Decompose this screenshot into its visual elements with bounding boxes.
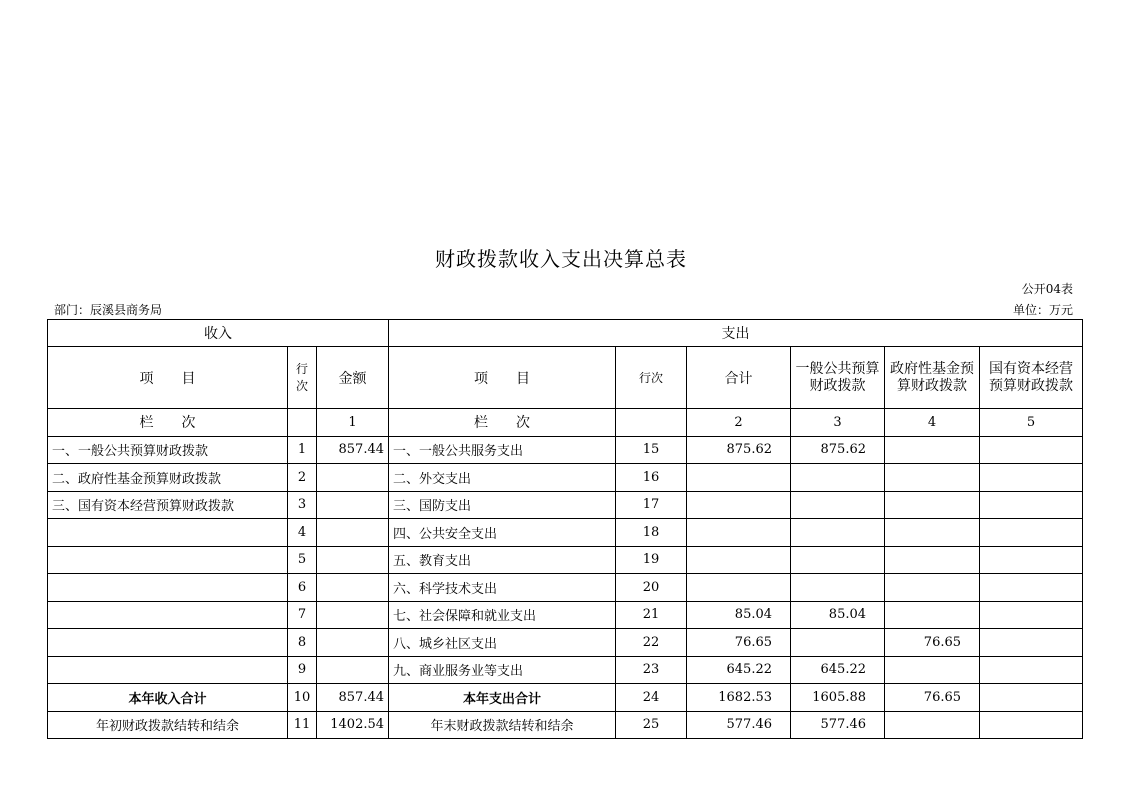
- expense-item: 六、科学技术支出: [389, 574, 616, 602]
- income-amount-header: 金额: [317, 347, 389, 409]
- col-number-4: 4: [885, 409, 980, 437]
- gov-fund-amount: [885, 491, 980, 519]
- expense-total: 76.65: [687, 629, 791, 657]
- general-budget-amount: [791, 546, 885, 574]
- general-budget-amount: 85.04: [791, 601, 885, 629]
- income-row-no: 3: [288, 491, 317, 519]
- expense-item: 七、社会保障和就业支出: [389, 601, 616, 629]
- gov-fund-amount: 76.65: [885, 629, 980, 657]
- income-amount: [317, 546, 389, 574]
- column-number-row: [48, 409, 1083, 437]
- general-budget-amount: 875.62: [791, 436, 885, 464]
- income-amount: 857.44: [317, 436, 389, 464]
- income-item: 年初财政拨款结转和结余: [48, 711, 288, 739]
- expense-total: [687, 574, 791, 602]
- expense-total: 1682.53: [687, 684, 791, 712]
- table-row: [48, 629, 1083, 657]
- income-item: 二、政府性基金预算财政拨款: [48, 464, 288, 492]
- income-item: [48, 574, 288, 602]
- state-capital-amount: [980, 574, 1083, 602]
- expense-row-no: 16: [616, 464, 687, 492]
- general-budget-amount: 645.22: [791, 656, 885, 684]
- state-capital-header: 国有资本经营预算财政拨款: [980, 347, 1083, 409]
- general-budget-header: 一般公共预算财政拨款: [791, 347, 885, 409]
- gov-fund-amount: [885, 601, 980, 629]
- income-row-no: 5: [288, 546, 317, 574]
- expense-row-no: 19: [616, 546, 687, 574]
- state-capital-amount: [980, 629, 1083, 657]
- table-row: [48, 601, 1083, 629]
- expense-row-no: 22: [616, 629, 687, 657]
- table-row: [48, 464, 1083, 492]
- state-capital-amount: [980, 519, 1083, 547]
- gov-fund-amount: [885, 711, 980, 739]
- income-amount: [317, 629, 389, 657]
- expense-row-no: 23: [616, 656, 687, 684]
- form-code: 公开04表: [1021, 282, 1073, 296]
- income-item: [48, 656, 288, 684]
- income-amount: [317, 656, 389, 684]
- expense-total: [687, 491, 791, 519]
- expense-row-no: 21: [616, 601, 687, 629]
- income-header: 收入: [48, 320, 389, 347]
- expense-total: 85.04: [687, 601, 791, 629]
- income-amount: 857.44: [317, 684, 389, 712]
- gov-fund-amount: [885, 436, 980, 464]
- table-row: [48, 491, 1083, 519]
- empty-cell: [616, 409, 687, 437]
- table-row: [48, 519, 1083, 547]
- expense-row-no: 20: [616, 574, 687, 602]
- col-number-2: 2: [687, 409, 791, 437]
- income-amount: [317, 464, 389, 492]
- expense-item: 年末财政拨款结转和结余: [389, 711, 616, 739]
- income-item: 一、一般公共预算财政拨款: [48, 436, 288, 464]
- table-row: [48, 436, 1083, 464]
- col-label-income: 栏 次: [48, 409, 288, 437]
- expense-item: 二、外交支出: [389, 464, 616, 492]
- budget-table: [47, 319, 1083, 739]
- income-item-header: 项 目: [48, 347, 288, 409]
- state-capital-amount: [980, 684, 1083, 712]
- gov-fund-amount: 76.65: [885, 684, 980, 712]
- income-row-no: 6: [288, 574, 317, 602]
- state-capital-amount: [980, 711, 1083, 739]
- department-label: 部门：辰溪县商务局: [54, 303, 163, 317]
- income-row-no: 4: [288, 519, 317, 547]
- state-capital-amount: [980, 546, 1083, 574]
- expense-row-no-header: 行次: [616, 347, 687, 409]
- section-header-row: [48, 320, 1083, 347]
- col-number-3: 3: [791, 409, 885, 437]
- expense-item: 一、一般公共服务支出: [389, 436, 616, 464]
- col-number-5: 5: [980, 409, 1083, 437]
- total-header: 合计: [687, 347, 791, 409]
- general-budget-amount: 577.46: [791, 711, 885, 739]
- unit-label: 单位：万元: [1012, 303, 1073, 317]
- expense-total: [687, 519, 791, 547]
- expense-item-header: 项 目: [389, 347, 616, 409]
- income-amount: [317, 491, 389, 519]
- expense-item: 三、国防支出: [389, 491, 616, 519]
- income-row-no: 7: [288, 601, 317, 629]
- expense-row-no: 25: [616, 711, 687, 739]
- table-row: [48, 574, 1083, 602]
- income-item: [48, 546, 288, 574]
- expense-total: [687, 464, 791, 492]
- gov-fund-amount: [885, 464, 980, 492]
- gov-fund-amount: [885, 519, 980, 547]
- general-budget-amount: [791, 629, 885, 657]
- income-amount: 1402.54: [317, 711, 389, 739]
- column-header-row: [48, 347, 1083, 409]
- expense-item: 九、商业服务业等支出: [389, 656, 616, 684]
- gov-fund-header: 政府性基金预算财政拨款: [885, 347, 980, 409]
- expense-total: 577.46: [687, 711, 791, 739]
- income-item: [48, 601, 288, 629]
- empty-cell: [288, 409, 317, 437]
- expense-item: 四、公共安全支出: [389, 519, 616, 547]
- total-row: [48, 684, 1083, 712]
- income-item: 三、国有资本经营预算财政拨款: [48, 491, 288, 519]
- general-budget-amount: [791, 464, 885, 492]
- income-row-no: 9: [288, 656, 317, 684]
- expense-row-no: 15: [616, 436, 687, 464]
- expense-row-no: 18: [616, 519, 687, 547]
- income-row-no: 10: [288, 684, 317, 712]
- expense-header: 支出: [389, 320, 1083, 347]
- table-row: [48, 546, 1083, 574]
- expense-total: 875.62: [687, 436, 791, 464]
- expense-total: 645.22: [687, 656, 791, 684]
- expense-row-no: 24: [616, 684, 687, 712]
- col-label-expense: 栏 次: [389, 409, 616, 437]
- income-amount: [317, 519, 389, 547]
- expense-item: 本年支出合计: [389, 684, 616, 712]
- state-capital-amount: [980, 436, 1083, 464]
- gov-fund-amount: [885, 546, 980, 574]
- income-item: 本年收入合计: [48, 684, 288, 712]
- income-row-no: 8: [288, 629, 317, 657]
- income-amount: [317, 574, 389, 602]
- general-budget-amount: 1605.88: [791, 684, 885, 712]
- general-budget-amount: [791, 574, 885, 602]
- state-capital-amount: [980, 601, 1083, 629]
- gov-fund-amount: [885, 656, 980, 684]
- expense-total: [687, 546, 791, 574]
- income-item: [48, 629, 288, 657]
- income-row-no-header: 行次: [288, 347, 317, 409]
- expense-row-no: 17: [616, 491, 687, 519]
- state-capital-amount: [980, 656, 1083, 684]
- income-item: [48, 519, 288, 547]
- general-budget-amount: [791, 491, 885, 519]
- state-capital-amount: [980, 491, 1083, 519]
- income-amount: [317, 601, 389, 629]
- income-row-no: 2: [288, 464, 317, 492]
- carryover-row: [48, 711, 1083, 739]
- page-title: 财政拨款收入支出决算总表: [435, 247, 687, 271]
- gov-fund-amount: [885, 574, 980, 602]
- state-capital-amount: [980, 464, 1083, 492]
- income-row-no: 11: [288, 711, 317, 739]
- general-budget-amount: [791, 519, 885, 547]
- expense-item: 八、城乡社区支出: [389, 629, 616, 657]
- col-number-1: 1: [317, 409, 389, 437]
- income-row-no: 1: [288, 436, 317, 464]
- expense-item: 五、教育支出: [389, 546, 616, 574]
- table-row: [48, 656, 1083, 684]
